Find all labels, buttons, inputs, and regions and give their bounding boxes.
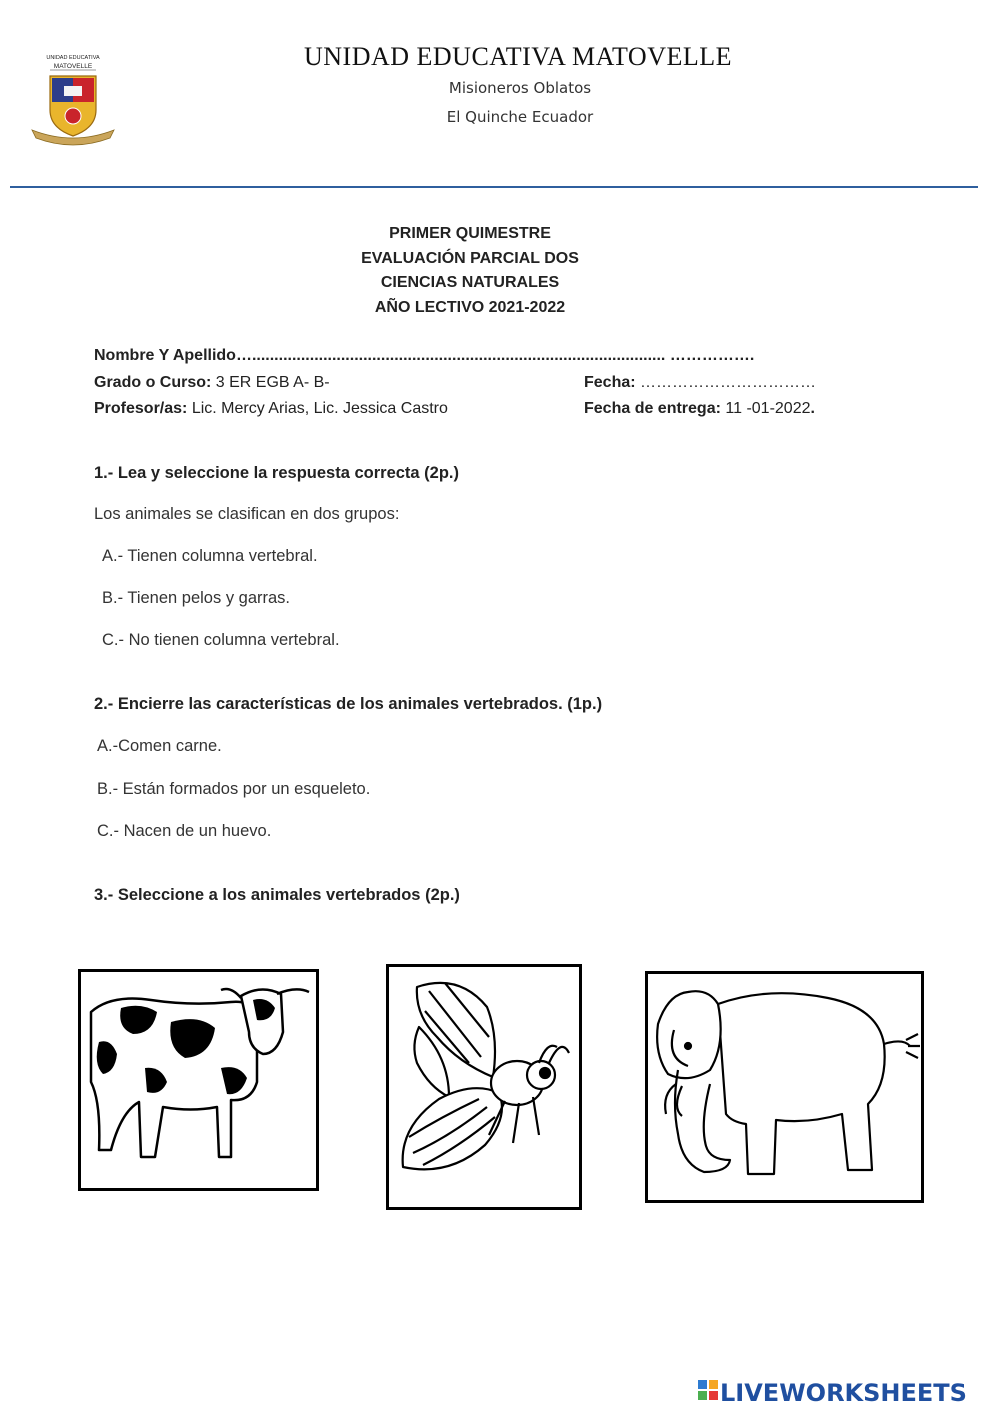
due-value: 11 -01-2022 <box>720 400 811 417</box>
elephant-image-option[interactable] <box>645 971 924 1203</box>
logo-text-name: MATOVELLE <box>53 63 93 70</box>
name-row <box>94 347 754 365</box>
grade-label: Grado o Curso: <box>94 374 212 391</box>
cow-illustration <box>81 972 316 1188</box>
liveworksheets-icon <box>698 1380 718 1400</box>
question-1-title: 1.- Lea y seleccione la respuesta correcta (2p.) <box>94 464 460 482</box>
brand-text: LIVEWORKSHEETS <box>720 1379 967 1407</box>
question-2-title: 2.- Encierre las características de los animales vertebrados. (1p.) <box>94 695 603 713</box>
name-label: Nombre Y Apellido <box>94 347 236 364</box>
exam-title <box>0 222 940 320</box>
teacher-row <box>94 400 448 418</box>
date-label: Fecha: <box>584 374 636 391</box>
title-line-4: AÑO LECTIVO 2021-2022 <box>374 298 566 316</box>
question-1-option-b[interactable]: B.- Tienen pelos y garras. <box>102 589 291 607</box>
teacher-label: Profesor/as: <box>94 400 188 417</box>
name-dots: …............................................................................................. ……………. <box>235 347 755 364</box>
grade-row <box>94 374 330 392</box>
grade-value: 3 ER EGB A- B- <box>211 374 330 391</box>
question-2-option-a[interactable]: A.-Comen carne. <box>97 737 222 755</box>
question-2-option-b[interactable]: B.- Están formados por un esqueleto. <box>97 780 371 798</box>
question-1-option-c[interactable]: C.- No tienen columna vertebral. <box>102 631 340 649</box>
due-date-row <box>584 400 815 418</box>
question-1-option-a[interactable]: A.- Tienen columna vertebral. <box>102 547 318 565</box>
header-divider <box>10 186 978 188</box>
question-3-title: 3.- Seleccione a los animales vertebrados (2p.) <box>94 886 460 904</box>
elephant-illustration <box>648 974 921 1200</box>
due-label: Fecha de entrega: <box>584 400 721 417</box>
due-end: . <box>810 400 815 417</box>
liveworksheets-brand <box>698 1376 994 1410</box>
bee-illustration <box>389 967 579 1207</box>
date-row <box>584 374 816 392</box>
question-1-prompt: Los animales se clasifican en dos grupos: <box>94 505 400 523</box>
title-line-1: PRIMER QUIMESTRE <box>389 225 551 242</box>
logo-text-top: UNIDAD EDUCATIVA <box>46 55 100 61</box>
bee-image-option[interactable] <box>386 964 582 1210</box>
teacher-value: Lic. Mercy Arias, Lic. Jessica Castro <box>187 400 448 417</box>
date-dots: …………………………… <box>635 374 817 391</box>
title-line-3: CIENCIAS NATURALES <box>380 274 560 291</box>
cow-image-option[interactable] <box>78 969 319 1191</box>
title-line-2: EVALUACIÓN PARCIAL DOS <box>361 249 579 267</box>
school-subtitle-1: Misioneros Oblatos <box>448 79 592 97</box>
question-2-option-c[interactable]: C.- Nacen de un huevo. <box>97 822 272 840</box>
school-name: UNIDAD EDUCATIVA MATOVELLE <box>303 42 733 71</box>
school-subtitle-2: El Quinche Ecuador <box>446 108 594 126</box>
